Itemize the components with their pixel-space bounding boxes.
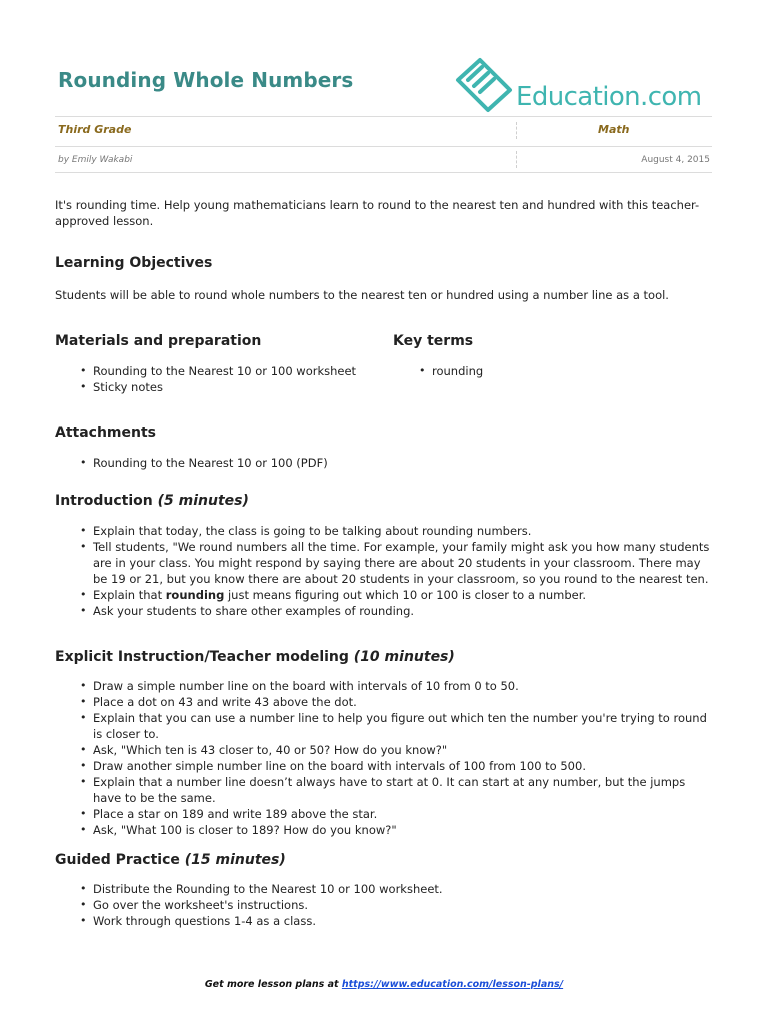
list-item: • Ask, "Which ten is 43 closer to, 40 or 50? How do you know?" <box>77 742 713 758</box>
materials-list <box>77 363 377 395</box>
learning-objectives-text: Students will be able to round whole numbers to the nearest ten or hundred using a number line as a tool. <box>55 288 669 302</box>
list-item: • Place a dot on 43 and write 43 above the dot. <box>77 694 713 710</box>
list-item <box>77 587 713 603</box>
lesson-plans-link[interactable]: https://www.education.com/lesson-plans/ <box>341 979 564 990</box>
author-byline: by Emily Wakabi <box>58 155 133 165</box>
footer-text: Get more lesson plans at <box>204 979 342 990</box>
divider <box>55 172 712 173</box>
section-title: Explicit Instruction/Teacher modeling <box>55 649 349 665</box>
publish-date: August 4, 2015 <box>641 155 710 165</box>
key-term-bold: rounding <box>165 588 225 602</box>
attachments-list <box>77 455 677 471</box>
intro-paragraph: It's rounding time. Help young mathematicians learn to round to the nearest ten and hundred with this teacher-approved lesson. <box>55 198 700 228</box>
guided-practice-heading <box>55 852 286 868</box>
grade-label: Third Grade <box>58 123 132 136</box>
section-title: Guided Practice <box>55 852 180 868</box>
list-item: • Place a star on 189 and write 189 above the star. <box>77 806 713 822</box>
section-duration: (10 minutes) <box>353 649 455 665</box>
list-item: • Draw another simple number line on the board with intervals of 100 from 100 to 500. <box>77 758 713 774</box>
list-item: • rounding <box>416 363 616 379</box>
list-item: • Rounding to the Nearest 10 or 100 worksheet <box>77 363 377 379</box>
section-title: Introduction <box>55 493 153 509</box>
section-duration: (5 minutes) <box>157 493 249 509</box>
text-segment: Explain that <box>93 588 166 602</box>
page-title: Rounding Whole Numbers <box>58 68 354 92</box>
attachments-heading: Attachments <box>55 425 157 441</box>
divider <box>55 116 712 117</box>
list-item: • Explain that today, the class is going to be talking about rounding numbers. <box>77 523 713 539</box>
list-item: • Ask, "What 100 is closer to 189? How do you know?" <box>77 822 713 838</box>
list-item: • Work through questions 1-4 as a class. <box>77 913 713 929</box>
list-item: • Sticky notes <box>77 379 377 395</box>
education-com-logo[interactable] <box>454 56 714 114</box>
list-item: • Tell students, "We round numbers all the time. For example, your family might ask you how many students are in your class. You might respond by saying there are about 20 students in your classroom. There may be 19 or 21, but you know there are about 20 students in your classroom, so you round to the nearest ten. <box>77 539 713 587</box>
explicit-instruction-list <box>77 678 713 838</box>
list-item: • Go over the worksheet's instructions. <box>77 897 713 913</box>
list-item: • Draw a simple number line on the board with intervals of 10 from 0 to 50. <box>77 678 713 694</box>
list-item: • Distribute the Rounding to the Nearest 10 or 100 worksheet. <box>77 881 713 897</box>
explicit-instruction-heading <box>55 649 455 665</box>
divider <box>516 151 517 168</box>
key-terms-list <box>416 363 616 379</box>
divider <box>55 146 712 147</box>
guided-practice-list <box>77 881 713 929</box>
list-item: • Ask your students to share other examples of rounding. <box>77 603 713 619</box>
list-item: • Explain that a number line doesn’t always have to start at 0. It can start at any number, but the jumps have to be the same. <box>77 774 713 806</box>
introduction-list <box>77 523 713 619</box>
attachment-link[interactable]: • Rounding to the Nearest 10 or 100 (PDF) <box>77 455 677 471</box>
section-duration: (15 minutes) <box>184 852 286 868</box>
introduction-heading <box>55 493 249 509</box>
logo-wordmark: Education.com <box>516 82 702 112</box>
divider <box>516 122 517 139</box>
subject-label: Math <box>598 123 630 136</box>
list-item: • Explain that you can use a number line to help you figure out which ten the number you're trying to round is closer to. <box>77 710 713 742</box>
learning-objectives-heading: Learning Objectives <box>55 255 213 271</box>
text-segment: just means figuring out which 10 or 100 is closer to a number. <box>224 588 587 602</box>
key-terms-heading: Key terms <box>393 333 474 349</box>
pencil-book-icon <box>454 56 518 114</box>
materials-heading: Materials and preparation <box>55 333 262 349</box>
footer <box>0 979 768 990</box>
